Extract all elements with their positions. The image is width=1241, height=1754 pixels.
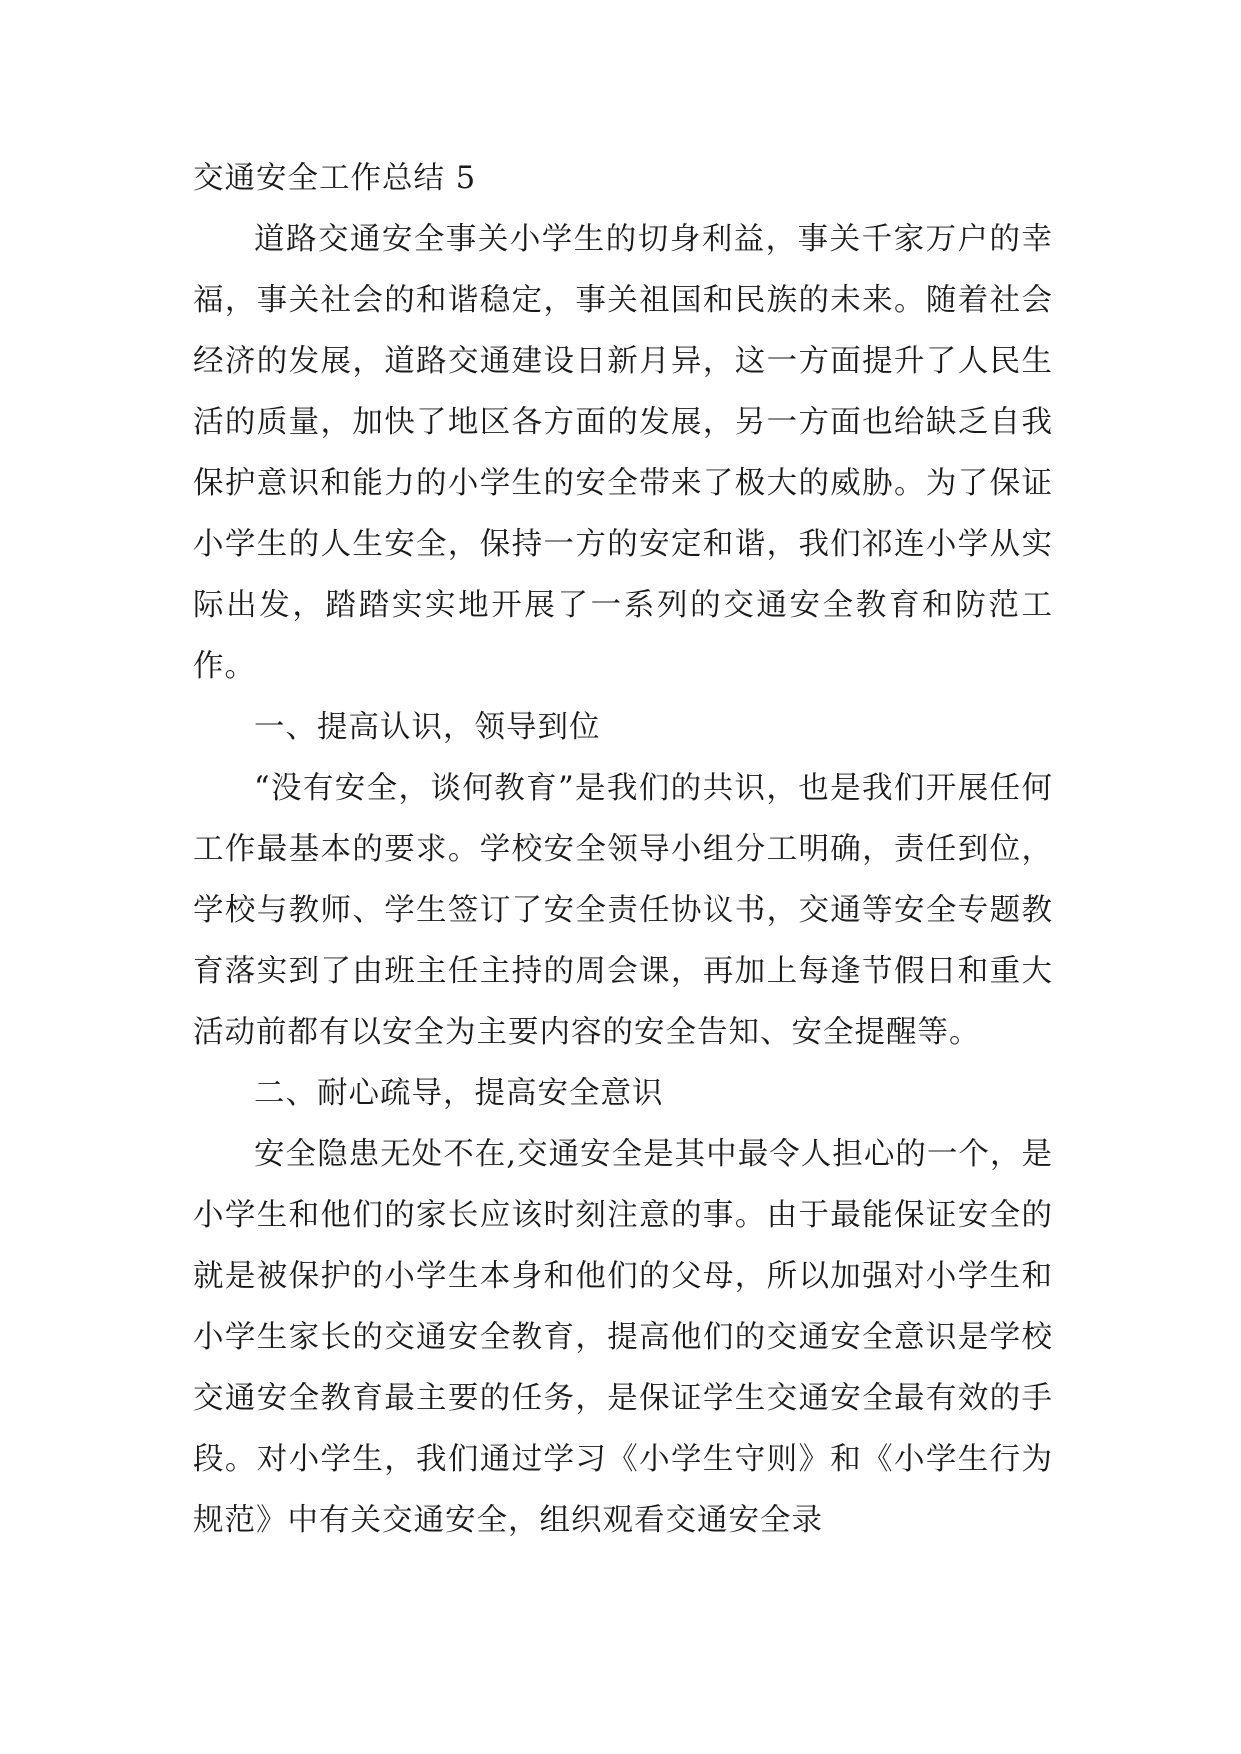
document-body — [193, 148, 1053, 1551]
document-title: 交通安全工作总结 5 — [193, 161, 477, 196]
paragraph-section-1: “没有安全，谈何教育”是我们的共识，也是我们开展任何工作最基本的要求。学校安全领导小组分工明确，责任到位，学校与教师、学生签订了安全责任协议书，交通等安全专题教育落实到了由班主任主持的周会课，再加上每逢节假日和重大活动前都有以安全为主要内容的安全告知、安全提醒等。 — [193, 771, 1053, 1050]
section-heading-1: 一、提高认识，领导到位 — [254, 710, 601, 745]
section-heading-2: 二、耐心疏导，提高安全意识 — [254, 1076, 664, 1111]
paragraph-section-2: 安全隐患无处不在,交通安全是其中最令人担心的一个，是小学生和他们的家长应该时刻注意的事。由于最能保证安全的就是被保护的小学生本身和他们的父母，所以加强对小学生和小学生家长的交通安全教育，提高他们的交通安全意识是学校交通安全教育最主要的任务，是保证学生交通安全最有效的手段。对小学生，我们通过学习《小学生守则》和《小学生行为规范》中有关交通安全，组织观看交通安全录 — [193, 1137, 1053, 1538]
paragraph-intro: 道路交通安全事关小学生的切身利益，事关千家万户的幸福，事关社会的和谐稳定，事关祖国和民族的未来。随着社会经济的发展，道路交通建设日新月异，这一方面提升了人民生活的质量，加快了地区各方面的发展，另一方面也给缺乏自我保护意识和能力的小学生的安全带来了极大的威胁。为了保证小学生的人生安全，保持一方的安定和谐，我们祁连小学从实际出发，踏踏实实地开展了一系列的交通安全教育和防范工作。 — [193, 222, 1053, 684]
